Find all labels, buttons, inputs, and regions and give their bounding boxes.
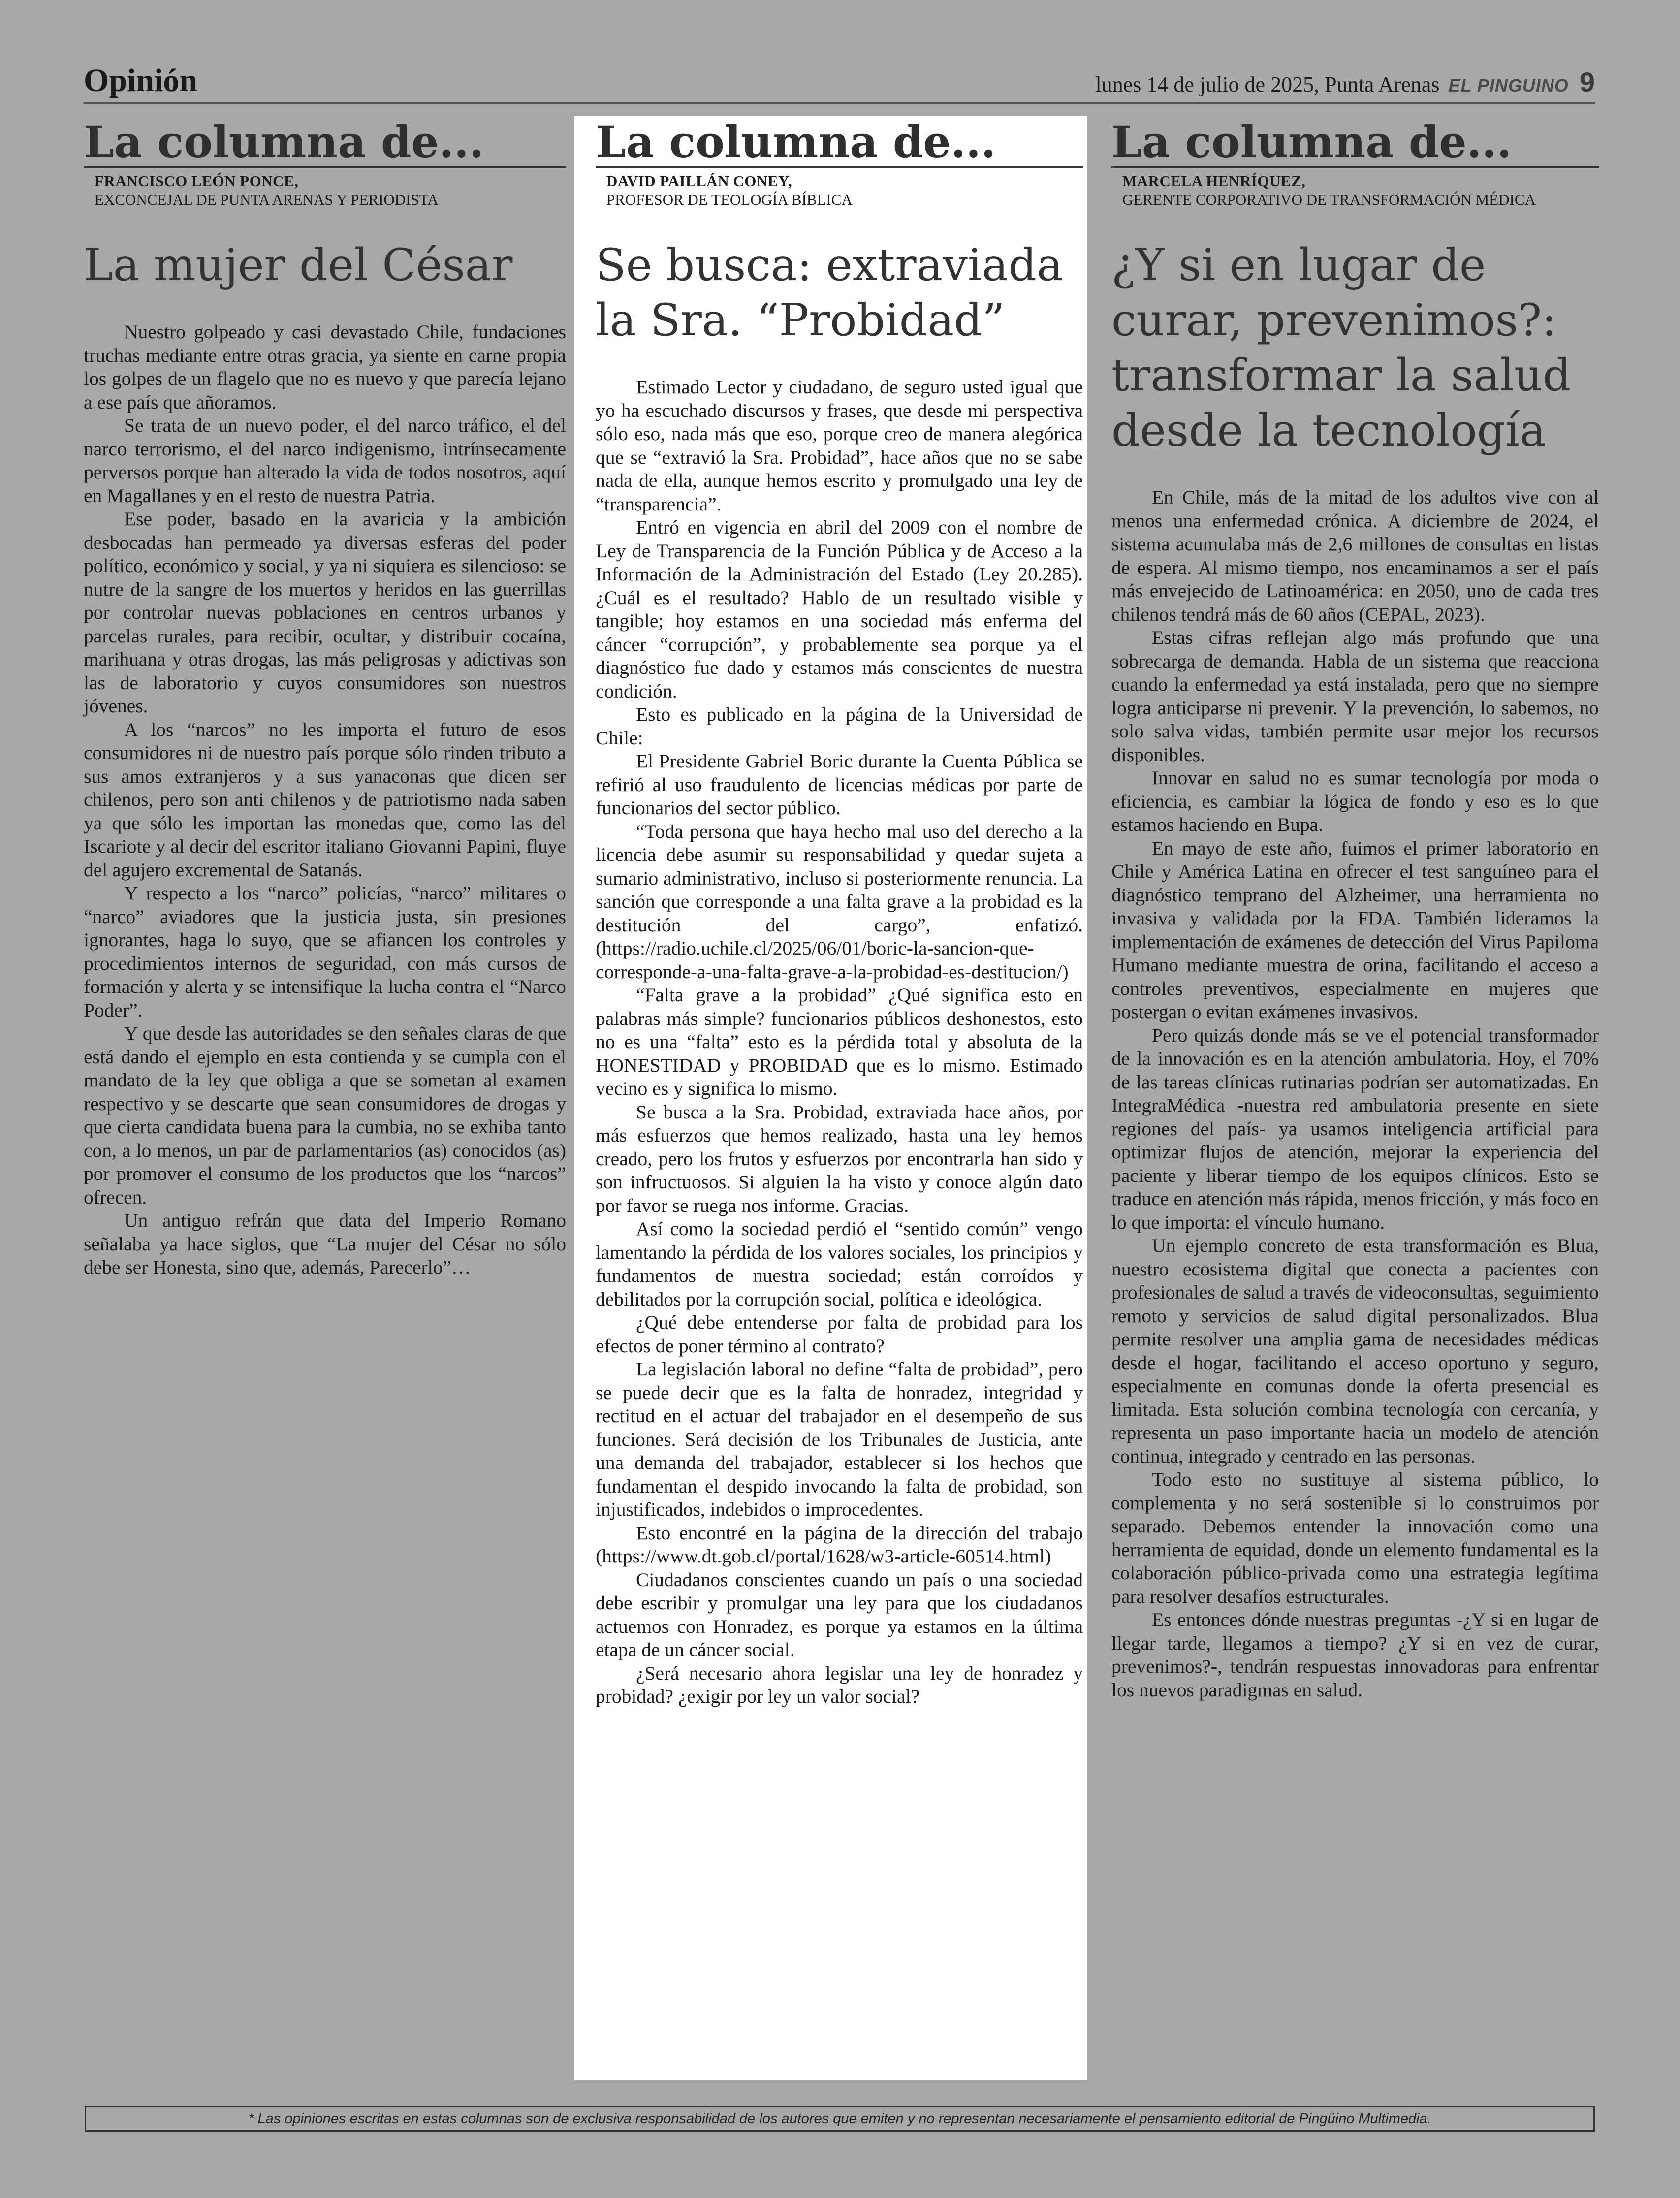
paragraph: Estimado Lector y ciudadano, de seguro usted igual que yo ha escuchado discursos y frases, que desde mi perspectiva sólo eso, nada más que eso, porque creo de manera alegórica que se “extravió la Sra. Probidad”, hace años que no se sabe nada de ella, aunque hemos escrito y promulgado una ley de “transparencia”. <box>596 376 1083 515</box>
paragraph: Se trata de un nuevo poder, el del narco tráfico, el del narco terrorismo, el del narco indigenismo, intrínsecamente perversos porque han alterado la vida de todos nosotros, aquí en Magallanes y en el resto de nuestra Patria. <box>84 414 566 507</box>
footer-disclaimer: * Las opiniones escritas en estas columnas son de exclusiva responsabilidad de los autores que emiten y no representan necesariamente el pensamiento editorial de Pingüino Multimedia. <box>85 2106 1595 2132</box>
author-role: PROFESOR DE TEOLOGÍA BÍBLICA <box>606 191 853 208</box>
article-body <box>1111 486 1599 1702</box>
author-name: DAVID PAILLÁN CONEY, <box>606 172 792 190</box>
date-line: lunes 14 de julio de 2025, Punta Arenas <box>1095 72 1440 96</box>
section-label: Opinión <box>84 63 198 98</box>
paragraph: “Toda persona que haya hecho mal uso del derecho a la licencia debe asumir su responsabilidad y quedar sujeta a sumario administrativo, incluso si posteriormente renuncia. La sanción que corresponde a una falta grave a la probidad es la destitución del cargo”, enfatizó. (https://radio.uchile.cl/2025/06/01/boric-la-sancion-que-corresponde-a-una-falta-grave-a-la-probidad-es-destitucion/) <box>596 820 1083 983</box>
paragraph: ¿Será necesario ahora legislar una ley de honradez y probidad? ¿exigir por ley un valor social? <box>596 1662 1083 1707</box>
paragraph: Un antiguo refrán que data del Imperio Romano señalaba ya hace siglos, que “La mujer del César no sólo debe ser Honesta, sino que, además, Parecerlo”… <box>84 1210 566 1278</box>
paragraph: Esto encontré en la página de la dirección del trabajo (https://www.dt.gob.cl/portal/1628/w3-article-60514.html) <box>596 1522 1083 1567</box>
paragraph: Ciudadanos conscientes cuando un país o una sociedad debe escribir y promulgar una ley para que los ciudadanos actuemos con Honradez, es porque ya estamos en la última etapa de un cáncer social. <box>596 1568 1083 1660</box>
header-right <box>1095 66 1595 98</box>
paragraph: El Presidente Gabriel Boric durante la Cuenta Pública se refirió al uso fraudulento de licencias médicas por parte de funcionarios del sector público. <box>596 750 1083 819</box>
author-block <box>606 172 1083 209</box>
paragraph: La legislación laboral no define “falta de probidad”, pero se puede decir que es la falta de honradez, integridad y rectitud en el actuar del trabajador en el desempeño de sus funciones. Será decisión de los Tribunales de Justicia, ante una demanda del trabajador, establecer si los hechos que fundamentan el despido invocando la falta de probidad, son injustificados, indebidos o improcedentes. <box>596 1358 1083 1520</box>
paragraph: Innovar en salud no es sumar tecnología por moda o eficiencia, es cambiar la lógica de fondo y eso es lo que estamos haciendo en Bupa. <box>1111 767 1599 835</box>
page-number: 9 <box>1579 66 1595 97</box>
paragraph: Esto es publicado en la página de la Universidad de Chile: <box>596 703 1083 749</box>
author-name: MARCELA HENRÍQUEZ, <box>1122 172 1306 190</box>
author-block <box>95 172 566 209</box>
column-right <box>1111 117 1599 1702</box>
paragraph: Ese poder, basado en la avaricia y la ambición desbocadas han permeado ya diversas esferas del poder político, económico y social, y ya ni siquiera es silencioso: se nutre de la sangre de los muertos y heridos en las guerrillas por controlar nuevas poblaciones en centros urbanos y parcelas rurales, para recibir, ocultar, y distribuir cocaína, marihuana y otras drogas, las más peligrosas y adictivas son las de laboratorio y cuyos consumidores son nuestros jóvenes. <box>84 508 566 717</box>
paragraph: Nuestro golpeado y casi devastado Chile, fundaciones truchas mediante entre otras gracia, ya siente en carne propia los golpes de un flagelo que no es nuevo y que parecía lejano a ese país que añoramos. <box>84 321 566 413</box>
column-kicker: La columna de... <box>1111 117 1599 168</box>
column-kicker: La columna de... <box>84 117 566 168</box>
paragraph: Y respecto a los “narco” policías, “narco” militares o “narco” aviadores que la justicia justa, sin presiones ignorantes, haga lo suyo, que se afiancen los controles y procedimientos internos de seguridad, con más cursos de formación y alerta y se intensifique la lucha contra el “Narco Poder”. <box>84 882 566 1021</box>
column-left <box>84 117 566 1279</box>
paragraph: ¿Qué debe entenderse por falta de probidad para los efectos de poner término al contrato? <box>596 1311 1083 1357</box>
paragraph: Y que desde las autoridades se den señales claras de que está dando el ejemplo en esta contienda y se cumpla con el mandato de la ley que obliga a que se sometan al examen respectivo y se descarte que sean consumidores de drogas y que cierta candidata buena para la cumbia, no se exhiba tanto con, a lo menos, un par de parlamentarios (as) conocidos (as) por promover el consumo de los productos que los “narcos” ofrecen. <box>84 1022 566 1208</box>
paragraph: Se busca a la Sra. Probidad, extraviada hace años, por más esfuerzos que hemos realizado, hasta una ley hemos creado, pero los frutos y esfuerzos por encontrarla han sido y son infructuosos. Si alguien la ha visto y conoce algún dato por favor se ruega nos informe. Gracias. <box>596 1101 1083 1216</box>
article-body <box>84 320 566 1279</box>
paragraph: Todo esto no sustituye al sistema público, lo complementa y no será sostenible si lo construimos por separado. Debemos entender la innovación como una herramienta de equidad, donde un elemento fundamental es la colaboración público-privada como una estrategia legítima para resolver desafíos estructurales. <box>1111 1468 1599 1607</box>
author-role: GERENTE CORPORATIVO DE TRANSFORMACIÓN MÉDICA <box>1122 191 1536 208</box>
paragraph: Así como la sociedad perdió el “sentido común” vengo lamentando la pérdida de los valores sociales, los principios y fundamentos de nuestra sociedad; están corroídos y debilitados por la corrupción social, política e ideológica. <box>596 1218 1083 1310</box>
paragraph: A los “narcos” no les importa el futuro de esos consumidores ni de nuestro país porque sólo rinden tributo a sus amos extranjeros y a sus yanaconas que dicen ser chilenos, pero son anti chilenos y de patriotismo nada saben ya que sólo les importan las monedas que, como las del Iscariote y al decir del escritor italiano Giovanni Papini, fluye del agujero excremental de Satanás. <box>84 718 566 881</box>
author-name: FRANCISCO LEÓN PONCE, <box>95 172 299 190</box>
article-headline: La mujer del César <box>84 239 513 291</box>
paragraph: Es entonces dónde nuestras preguntas -¿Y si en lugar de llegar tarde, llegamos a tiempo? ¿Y si en vez de curar, prevenimos?-, tendrán respuestas innovadoras para enfrentar los nuevos paradigmas en salud. <box>1111 1609 1599 1701</box>
paragraph: Un ejemplo concreto de esta transformación es Blua, nuestro ecosistema digital que conecta a pacientes con profesionales de salud a través de videoconsultas, seguimiento remoto y servicios de salud digital personalizados. Blua permite resolver una amplia gama de necesidades médicas desde el hogar, facilitando el acceso oportuno y seguro, especialmente en comunas donde la oferta presencial es limitada. Esta solución combina tecnología con cercanía, y representa un paso importante hacia un modelo de atención continua, integrado y centrado en las personas. <box>1111 1235 1599 1467</box>
author-role: EXCONCEJAL DE PUNTA ARENAS Y PERIODISTA <box>95 191 439 208</box>
column-kicker: La columna de... <box>596 117 1083 168</box>
column-middle <box>596 117 1083 1709</box>
article-body <box>596 376 1083 1709</box>
paragraph: Pero quizás donde más se ve el potencial transformador de la innovación es en la atención ambulatoria. Hoy, el 70% de las tareas clínicas rutinarias podrían ser automatizadas. En IntegraMédica -nuestra red ambulatoria presente en siete regiones del país- ya usamos inteligencia artificial para optimizar flujos de atención, mejorar la experiencia del paciente y liberar tiempo de los equipos clínicos. Esto se traduce en atención más rápida, menos fricción, y más foco en lo que importa: el vínculo humano. <box>1111 1024 1599 1233</box>
paragraph: Estas cifras reflejan algo más profundo que una sobrecarga de demanda. Habla de un sistema que reacciona cuando la enfermedad ya está instalada, pero que no siempre logra anticiparse ni prevenir. Y la prevención, lo sabemos, no solo salva vidas, también permite usar mejor los recursos disponibles. <box>1111 627 1599 765</box>
article-headline: Se busca: extraviada la Sra. “Probidad” <box>596 239 1063 346</box>
page-header <box>84 58 1595 104</box>
paragraph: Entró en vigencia en abril del 2009 con el nombre de Ley de Transparencia de la Función Pública y de Acceso a la Información de la Administración del Estado (Ley 20.285). ¿Cuál es el resultado? Hablo de un resultado visible y tangible; hoy estamos en una sociedad más enferma del cáncer “corrupción”, y probablemente sea porque ya el diagnóstico fue dado y estamos más conscientes de nuestra condición. <box>596 516 1083 702</box>
author-block <box>1122 172 1599 209</box>
paragraph: En mayo de este año, fuimos el primer laboratorio en Chile y América Latina en ofrecer el test sanguíneo para el diagnóstico temprano del Alzheimer, una herramienta no invasiva y validada por la FDA. También lideramos la implementación de exámenes de detección del Virus Papiloma Humano mediante muestra de orina, facilitando el acceso a controles preventivos, especialmente en mujeres que postergan o evitan exámenes invasivos. <box>1111 837 1599 1022</box>
brand-logo: EL PINGUINO <box>1448 75 1569 96</box>
paragraph: “Falta grave a la probidad” ¿Qué significa esto en palabras más simple? funcionarios públicos deshonestos, esto no es una “falta” esto es la pérdida total y absoluta de la HONESTIDAD y PROBIDAD que es lo mismo. Estimado vecino es y significa lo mismo. <box>596 984 1083 1099</box>
article-headline: ¿Y si en lugar de curar, prevenimos?: transformar la salud desde la tecnología <box>1111 239 1571 456</box>
paragraph: En Chile, más de la mitad de los adultos vive con al menos una enfermedad crónica. A diciembre de 2024, el sistema acumulaba más de 2,6 millones de consultas en listas de espera. Al mismo tiempo, nos encaminamos a ser el país más envejecido de Latinoamérica: en 2050, uno de cada tres chilenos tendrá más de 60 años (CEPAL, 2023). <box>1111 486 1599 625</box>
